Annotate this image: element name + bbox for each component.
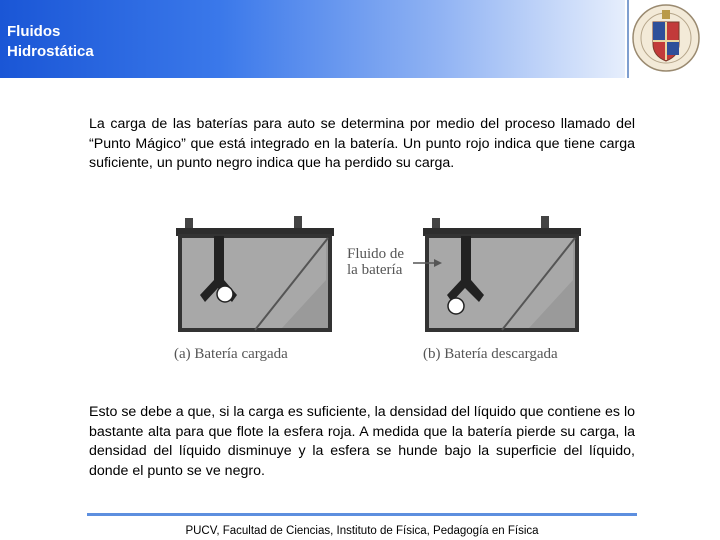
title-line-2: Hidrostática: [7, 43, 94, 60]
footer-divider: [87, 513, 637, 516]
footer-text: PUCV, Facultad de Ciencias, Instituto de Física, Pedagogía en Física: [185, 525, 539, 537]
university-seal-icon: [631, 2, 701, 74]
battery-a: [176, 216, 334, 330]
fluid-label-line-2: la batería: [347, 262, 403, 278]
header-band: [0, 0, 625, 78]
explanation-paragraph: Esto se debe a que, si la carga es suficiente, la densidad del líquido que contiene es lo bastante alta para que flote la esfera roja. A medida que la batería pierde su carga, la densidad del líquido disminuye y la esfera se hunde bajo la superficie del líquido, donde el punto se ve negro.: [89, 404, 635, 479]
caption-charged: (a) Batería cargada: [174, 346, 288, 362]
logo-divider: [627, 0, 629, 78]
fluid-label-line-1: Fluido de: [347, 246, 405, 262]
title-line-1: Fluidos: [7, 23, 61, 40]
fluid-label: [347, 246, 404, 278]
battery-figure: [170, 210, 590, 370]
caption-discharged: (b) Batería descargada: [423, 346, 558, 362]
battery-b: [423, 216, 581, 330]
intro-paragraph: La carga de las baterías para auto se determina por medio del proceso llamado del “Punto Mágico” que está integrado en la batería. Un punto rojo indica que tiene carga suficiente, un punto negro indica que ha perdido su carga.: [89, 116, 635, 171]
slide-title: [7, 22, 94, 62]
